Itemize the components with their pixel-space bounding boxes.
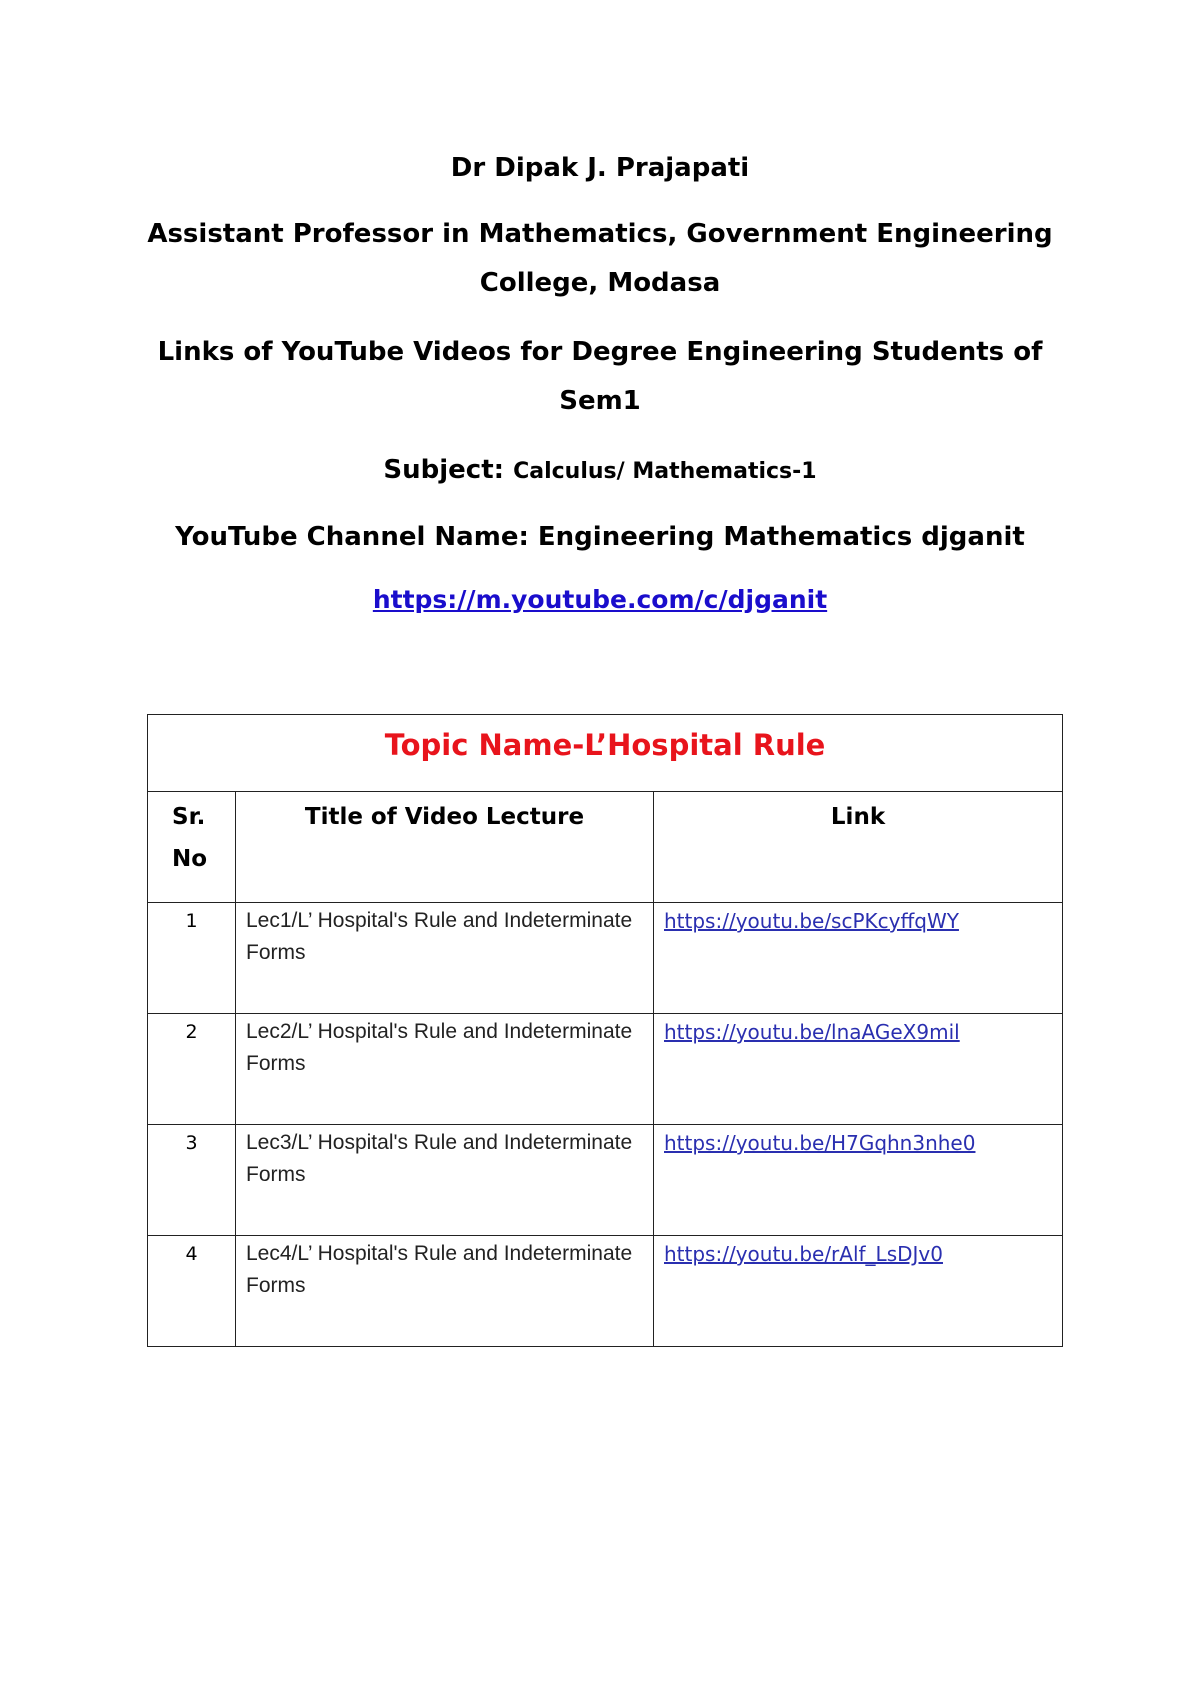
lecture-link[interactable]: https://youtu.be/scPKcyffqWY [664, 909, 959, 933]
column-header-sr-no: Sr. No [148, 792, 236, 903]
lecture-title-cell: Lec4/L’ Hospital's Rule and Indeterminate Forms [236, 1236, 654, 1347]
column-header-title: Title of Video Lecture [236, 792, 654, 903]
lecture-link[interactable]: https://youtu.be/rAlf_LsDJv0 [664, 1242, 943, 1266]
table-row [148, 1236, 1063, 1347]
sr-no-cell: 4 [148, 1236, 236, 1347]
lecture-link-cell [654, 903, 1063, 1014]
channel-link[interactable]: https://m.youtube.com/c/djganit [372, 585, 828, 614]
topic-row [148, 715, 1063, 792]
sr-no-cell: 2 [148, 1014, 236, 1125]
subject-value: Calculus/ Mathematics-1 [513, 459, 817, 484]
lecture-title-cell: Lec3/L’ Hospital's Rule and Indeterminate Forms [236, 1125, 654, 1236]
table-row [148, 1014, 1063, 1125]
topic-title: Topic Name-L’Hospital Rule [148, 715, 1063, 792]
lecture-title-cell: Lec1/L’ Hospital's Rule and Indeterminate Forms [236, 903, 654, 1014]
table-header-row [148, 792, 1063, 903]
lecture-table [147, 714, 1063, 1347]
channel-name: YouTube Channel Name: Engineering Mathematics djganit [175, 522, 1025, 552]
lecture-link-cell [654, 1125, 1063, 1236]
column-header-link: Link [654, 792, 1063, 903]
table-row [148, 903, 1063, 1014]
lecture-link-cell [654, 1014, 1063, 1125]
author-position: Assistant Professor in Mathematics, Government Engineering College, Modasa [147, 219, 1053, 298]
lecture-link[interactable]: https://youtu.be/H7Gqhn3nhe0 [664, 1131, 976, 1155]
sr-no-cell: 1 [148, 903, 236, 1014]
lecture-link[interactable]: https://youtu.be/lnaAGeX9mil [664, 1020, 960, 1044]
subject-line [140, 446, 1060, 496]
lecture-title-cell: Lec2/L’ Hospital's Rule and Indeterminate Forms [236, 1014, 654, 1125]
author-name: Dr Dipak J. Prajapati [450, 153, 750, 183]
subject-label: Subject: [383, 455, 505, 485]
document-title: Links of YouTube Videos for Degree Engineering Students of Sem1 [157, 337, 1043, 416]
table-row [148, 1125, 1063, 1236]
lecture-link-cell [654, 1236, 1063, 1347]
channel-link-wrapper [140, 580, 1060, 620]
sr-no-cell: 3 [148, 1125, 236, 1236]
